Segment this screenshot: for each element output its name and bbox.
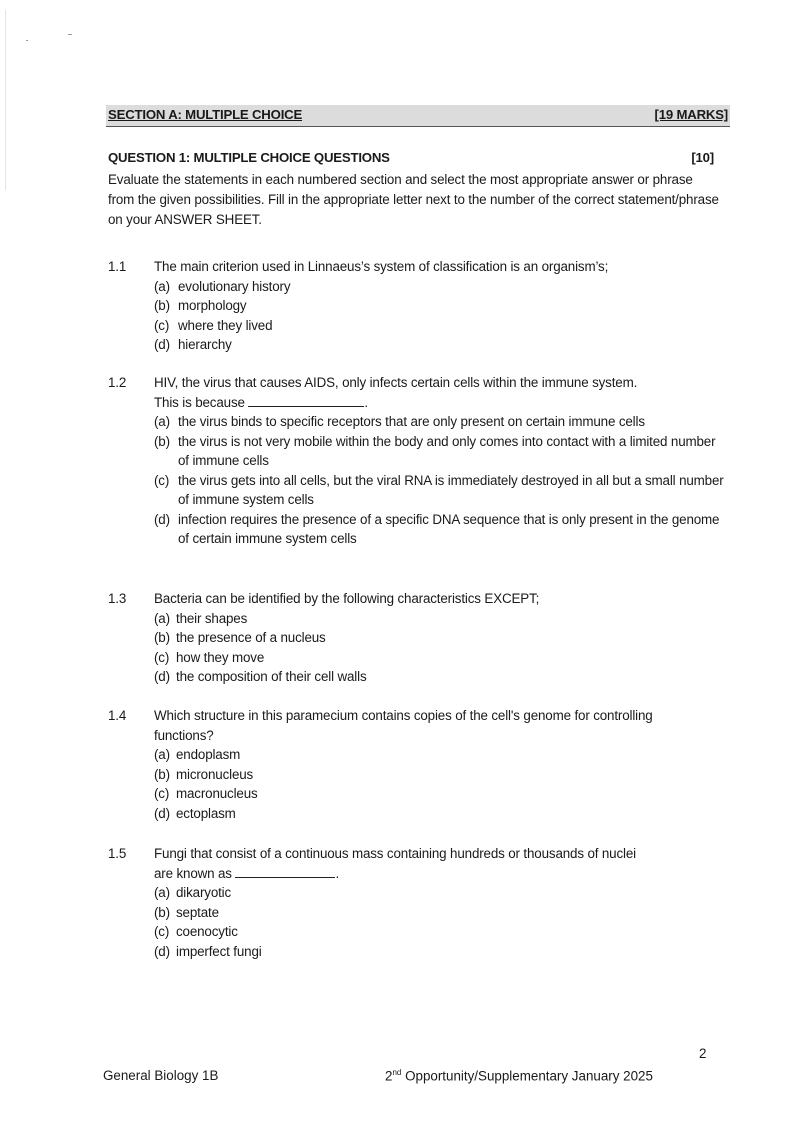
option-label: (a) bbox=[154, 747, 170, 762]
item-number: 1.5 bbox=[108, 846, 127, 861]
section-header bbox=[106, 105, 730, 127]
option bbox=[154, 609, 728, 629]
question-item bbox=[108, 706, 728, 823]
option-label: (c) bbox=[154, 649, 170, 665]
option-label: (a) bbox=[154, 885, 170, 900]
option bbox=[154, 510, 728, 549]
option-text: their shapes bbox=[176, 610, 248, 626]
option-text: the composition of their cell walls bbox=[176, 669, 367, 684]
option bbox=[154, 432, 728, 471]
option-label: (d) bbox=[154, 805, 170, 821]
option bbox=[154, 922, 728, 942]
option-text: how they move bbox=[176, 649, 265, 665]
section-title: SECTION A: MULTIPLE CHOICE bbox=[108, 107, 303, 122]
option bbox=[154, 784, 714, 804]
option-label: (d) bbox=[154, 511, 170, 527]
scan-margin-line bbox=[5, 10, 6, 190]
item-stem-line2: are known as . bbox=[154, 865, 340, 881]
option-text: evolutionary history bbox=[178, 278, 291, 294]
option bbox=[154, 648, 728, 668]
scan-speck bbox=[68, 34, 72, 35]
page-number: 2 bbox=[699, 1046, 707, 1061]
option-text: macronucleus bbox=[176, 786, 258, 801]
item-stem: HIV, the virus that causes AIDS, only infects certain cells within the immune system. bbox=[154, 375, 638, 390]
option bbox=[154, 804, 714, 824]
option-text: the virus gets into all cells, but the viral RNA is immediately destroyed in all but a small number of immune system cells bbox=[178, 472, 724, 507]
option-label: (d) bbox=[154, 337, 170, 352]
option-label: (b) bbox=[154, 298, 170, 313]
item-number: 1.3 bbox=[108, 591, 127, 606]
option-label: (d) bbox=[154, 669, 170, 684]
option-text: micronucleus bbox=[176, 766, 254, 782]
option bbox=[154, 903, 728, 923]
question-item bbox=[108, 589, 728, 687]
option-label: (a) bbox=[154, 278, 170, 294]
option-text: endoplasm bbox=[176, 747, 241, 762]
option-label: (a) bbox=[154, 610, 170, 626]
option-text: ectoplasm bbox=[176, 805, 236, 821]
option-label: (a) bbox=[154, 414, 170, 429]
option-text: morphology bbox=[178, 298, 247, 313]
option bbox=[154, 942, 728, 962]
item-stem: Which structure in this paramecium contains copies of the cell's genome for controlling functions? bbox=[154, 708, 653, 743]
option bbox=[154, 335, 728, 355]
item-number: 1.1 bbox=[108, 259, 127, 274]
option bbox=[154, 277, 728, 297]
question-instructions: Evaluate the statements in each numbered section and select the most appropriate answer or phrase from the given possibilities. Fill in the appropriate letter next to the number of the correct statement/phrase on your ANSWER SHEET. bbox=[108, 172, 719, 227]
option-text: hierarchy bbox=[178, 337, 232, 352]
option-text: imperfect fungi bbox=[176, 943, 262, 959]
item-stem: Bacteria can be identified by the following characteristics EXCEPT; bbox=[154, 591, 540, 606]
answer-blank bbox=[248, 393, 364, 407]
option-text: where they lived bbox=[178, 317, 273, 333]
option-label: (c) bbox=[154, 317, 170, 333]
option-text: the virus binds to specific receptors that are only present on certain immune cells bbox=[178, 414, 645, 429]
option-text: the virus is not very mobile within the body and only comes into contact with a limited number of immune cells bbox=[178, 433, 716, 468]
option bbox=[154, 883, 728, 903]
option bbox=[154, 628, 728, 648]
option bbox=[154, 745, 714, 765]
question-heading bbox=[108, 150, 714, 165]
item-number: 1.4 bbox=[108, 708, 127, 723]
option-label: (b) bbox=[154, 904, 170, 920]
option-text: septate bbox=[176, 904, 219, 920]
option bbox=[154, 412, 728, 432]
option-label: (c) bbox=[154, 472, 170, 488]
item-stem: The main criterion used in Linnaeus’s system of classification is an organism’s; bbox=[154, 259, 609, 274]
question-marks: [10] bbox=[691, 150, 714, 165]
question-item bbox=[108, 844, 728, 961]
option-label: (c) bbox=[154, 786, 170, 801]
option-text: coenocytic bbox=[176, 924, 238, 939]
option-label: (b) bbox=[154, 630, 170, 645]
option-label: (b) bbox=[154, 766, 170, 782]
option bbox=[154, 765, 714, 785]
option bbox=[154, 296, 728, 316]
option-label: (d) bbox=[154, 943, 170, 959]
question-item bbox=[108, 373, 728, 549]
question-title: QUESTION 1: MULTIPLE CHOICE QUESTIONS bbox=[108, 150, 390, 165]
item-stem: Fungi that consist of a continuous mass containing hundreds or thousands of nuclei bbox=[154, 846, 636, 861]
option bbox=[154, 667, 728, 687]
option-text: dikaryotic bbox=[176, 885, 232, 900]
scan-speck bbox=[26, 40, 28, 41]
section-marks: [19 MARKS] bbox=[654, 107, 728, 122]
option-text: the presence of a nucleus bbox=[176, 630, 326, 645]
option-label: (b) bbox=[154, 433, 170, 449]
item-stem-line2: This is because . bbox=[154, 394, 368, 410]
footer-course: General Biology 1B bbox=[103, 1068, 219, 1083]
item-number: 1.2 bbox=[108, 375, 127, 390]
option bbox=[154, 471, 728, 510]
question-item bbox=[108, 257, 728, 355]
answer-blank bbox=[235, 864, 335, 878]
option-label: (c) bbox=[154, 924, 170, 939]
option bbox=[154, 316, 728, 336]
footer-exam: 2nd Opportunity/Supplementary January 2025 bbox=[385, 1068, 653, 1084]
option-text: infection requires the presence of a specific DNA sequence that is only present in the genome of certain immune system cells bbox=[178, 511, 720, 546]
